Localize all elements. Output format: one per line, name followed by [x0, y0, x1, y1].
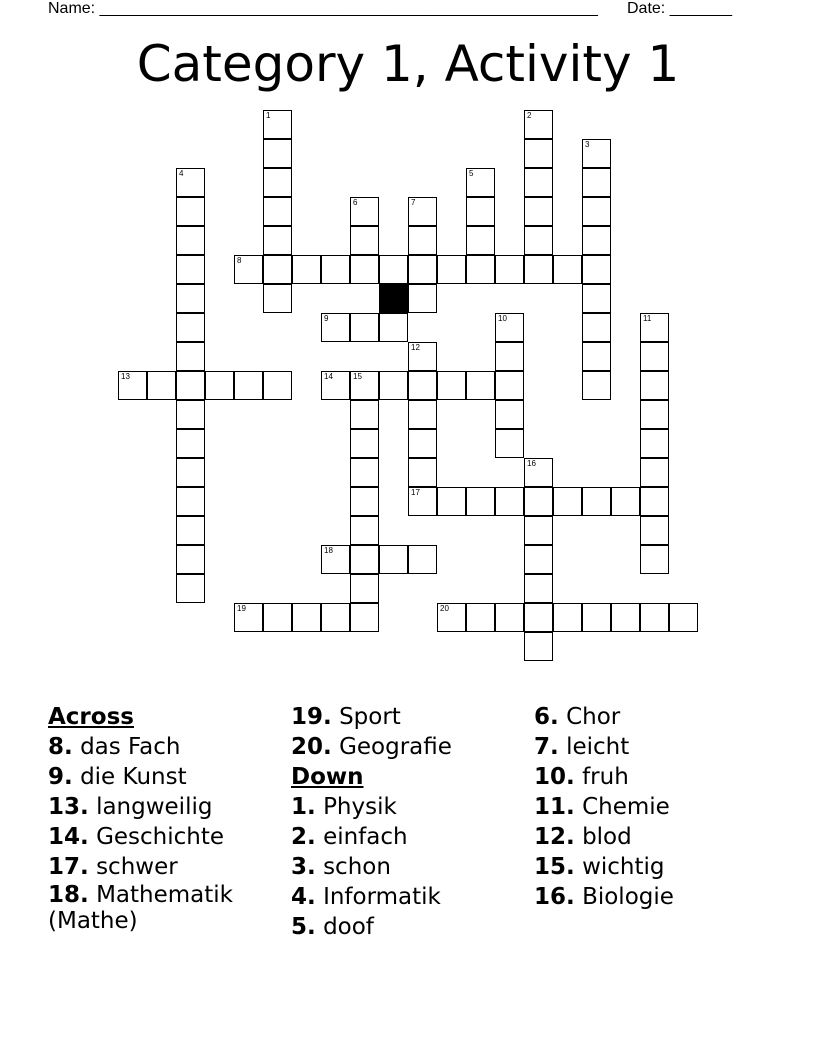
grid-cell[interactable]: [408, 545, 437, 574]
cell-number: 20: [440, 604, 449, 613]
clue-text: Sport: [339, 704, 401, 730]
clue-column-2: [291, 702, 526, 942]
grid-cell[interactable]: [263, 110, 292, 139]
cell-number: 2: [527, 111, 532, 120]
clue-number: 17.: [48, 854, 89, 880]
grid-cell[interactable]: [176, 168, 205, 197]
grid-cell[interactable]: [582, 342, 611, 371]
clue-number: 15.: [534, 854, 575, 880]
clue-number: 2.: [291, 824, 316, 850]
clue-number: 8.: [48, 734, 73, 760]
clue-item: [291, 852, 526, 882]
grid-cell[interactable]: [640, 371, 669, 400]
grid-cell[interactable]: [176, 574, 205, 603]
grid-cell[interactable]: [234, 603, 263, 632]
across-heading: Across: [48, 704, 134, 730]
grid-cell[interactable]: [350, 458, 379, 487]
cell-number: 15: [353, 372, 362, 381]
grid-cell[interactable]: [234, 371, 263, 400]
grid-cell[interactable]: [582, 139, 611, 168]
grid-cell[interactable]: [466, 168, 495, 197]
grid-cell[interactable]: [176, 487, 205, 516]
clue-text: Geschichte: [96, 824, 225, 850]
clue-text: Mathematik (Mathe): [48, 882, 233, 934]
grid-cell[interactable]: [176, 371, 205, 400]
clue-text: das Fach: [80, 734, 181, 760]
grid-cell[interactable]: [263, 255, 292, 284]
page-title: Category 1, Activity 1: [136, 35, 680, 93]
grid-cell[interactable]: [524, 487, 553, 516]
grid-cell[interactable]: [466, 197, 495, 226]
clue-number: 11.: [534, 794, 575, 820]
grid-cell[interactable]: [321, 603, 350, 632]
grid-cell[interactable]: [176, 284, 205, 313]
grid-cell[interactable]: [263, 226, 292, 255]
grid-cell[interactable]: [611, 487, 640, 516]
clue-number: 10.: [534, 764, 575, 790]
grid-cell[interactable]: [524, 458, 553, 487]
clue-text: Chemie: [582, 794, 670, 820]
clue-number: 12.: [534, 824, 575, 850]
cell-number: 7: [411, 198, 416, 207]
grid-cell[interactable]: [582, 487, 611, 516]
clue-number: 20.: [291, 734, 332, 760]
grid-cell[interactable]: [466, 603, 495, 632]
cell-number: 1: [266, 111, 271, 120]
grid-cell[interactable]: [263, 168, 292, 197]
grid-cell[interactable]: [466, 255, 495, 284]
grid-cell[interactable]: [408, 226, 437, 255]
clue-number: 3.: [291, 854, 316, 880]
clue-item: [534, 822, 769, 852]
grid-cell[interactable]: [176, 197, 205, 226]
clue-item: [48, 822, 283, 852]
grid-cell[interactable]: [321, 545, 350, 574]
grid-cell[interactable]: [350, 545, 379, 574]
grid-cell[interactable]: [640, 603, 669, 632]
grid-cell[interactable]: [524, 545, 553, 574]
grid-cell[interactable]: [234, 255, 263, 284]
grid-cell[interactable]: [437, 371, 466, 400]
grid-cell[interactable]: [582, 197, 611, 226]
clue-number: 1.: [291, 794, 316, 820]
clue-item: [291, 702, 526, 732]
clue-item: [48, 852, 283, 882]
clue-item: [534, 732, 769, 762]
clue-number: 16.: [534, 884, 575, 910]
grid-cell[interactable]: [437, 603, 466, 632]
black-cell: [379, 284, 408, 313]
clue-column-3: [534, 702, 769, 912]
grid-cell[interactable]: [350, 313, 379, 342]
grid-cell[interactable]: [524, 632, 553, 661]
grid-cell[interactable]: [263, 197, 292, 226]
grid-cell[interactable]: [350, 516, 379, 545]
clue-item: [291, 882, 526, 912]
grid-cell[interactable]: [263, 603, 292, 632]
grid-cell[interactable]: [495, 342, 524, 371]
grid-cell[interactable]: [321, 255, 350, 284]
date-field: Date: _______: [627, 0, 732, 17]
cell-number: 17: [411, 488, 420, 497]
grid-cell[interactable]: [466, 371, 495, 400]
clue-text: fruh: [582, 764, 629, 790]
grid-cell[interactable]: [640, 545, 669, 574]
cell-number: 8: [237, 256, 242, 265]
grid-cell[interactable]: [408, 255, 437, 284]
grid-cell[interactable]: [321, 313, 350, 342]
clue-number: 4.: [291, 884, 316, 910]
grid-cell[interactable]: [582, 284, 611, 313]
cell-number: 13: [121, 372, 130, 381]
grid-cell[interactable]: [147, 371, 176, 400]
grid-cell[interactable]: [350, 603, 379, 632]
grid-cell[interactable]: [379, 371, 408, 400]
grid-cell[interactable]: [118, 371, 147, 400]
grid-cell[interactable]: [408, 342, 437, 371]
grid-cell[interactable]: [263, 284, 292, 313]
grid-cell[interactable]: [176, 400, 205, 429]
grid-cell[interactable]: [524, 168, 553, 197]
clue-number: 14.: [48, 824, 89, 850]
clue-item: [291, 792, 526, 822]
clue-item: [534, 792, 769, 822]
grid-cell[interactable]: [640, 516, 669, 545]
grid-cell[interactable]: [582, 313, 611, 342]
clue-item: [48, 762, 283, 792]
grid-cell[interactable]: [263, 139, 292, 168]
grid-cell[interactable]: [350, 197, 379, 226]
clue-item: [534, 702, 769, 732]
grid-cell[interactable]: [553, 603, 582, 632]
grid-cell[interactable]: [495, 429, 524, 458]
cell-number: 14: [324, 372, 333, 381]
grid-cell[interactable]: [582, 226, 611, 255]
grid-cell[interactable]: [640, 487, 669, 516]
grid-cell[interactable]: [408, 487, 437, 516]
grid-cell[interactable]: [176, 226, 205, 255]
clue-number: 5.: [291, 914, 316, 940]
cell-number: 5: [469, 169, 474, 178]
grid-cell[interactable]: [408, 371, 437, 400]
grid-cell[interactable]: [408, 284, 437, 313]
grid-cell[interactable]: [350, 371, 379, 400]
clue-item: [534, 852, 769, 882]
grid-cell[interactable]: [524, 139, 553, 168]
grid-cell[interactable]: [611, 603, 640, 632]
grid-cell[interactable]: [524, 603, 553, 632]
grid-cell[interactable]: [350, 226, 379, 255]
clue-text: leicht: [566, 734, 630, 760]
clue-number: 18.: [48, 882, 89, 908]
grid-cell[interactable]: [495, 255, 524, 284]
grid-cell[interactable]: [176, 429, 205, 458]
grid-cell[interactable]: [640, 342, 669, 371]
grid-cell[interactable]: [466, 487, 495, 516]
grid-cell[interactable]: [524, 226, 553, 255]
grid-cell[interactable]: [321, 371, 350, 400]
clue-text: Biologie: [582, 884, 674, 910]
clue-number: 6.: [534, 704, 559, 730]
grid-cell[interactable]: [495, 400, 524, 429]
clue-text: doof: [323, 914, 374, 940]
grid-cell[interactable]: [205, 371, 234, 400]
grid-cell[interactable]: [495, 603, 524, 632]
grid-cell[interactable]: [669, 603, 698, 632]
grid-cell[interactable]: [176, 545, 205, 574]
grid-cell[interactable]: [582, 168, 611, 197]
clue-number: 19.: [291, 704, 332, 730]
clue-text: Informatik: [323, 884, 441, 910]
grid-cell[interactable]: [350, 487, 379, 516]
grid-cell[interactable]: [176, 342, 205, 371]
cell-number: 3: [585, 140, 590, 149]
grid-cell[interactable]: [582, 603, 611, 632]
cell-number: 4: [179, 169, 184, 178]
grid-cell[interactable]: [640, 458, 669, 487]
cell-number: 10: [498, 314, 507, 323]
grid-cell[interactable]: [292, 603, 321, 632]
clue-item: [48, 882, 283, 934]
clue-text: Geografie: [339, 734, 452, 760]
clue-item: [291, 822, 526, 852]
grid-cell[interactable]: [524, 516, 553, 545]
clue-text: schon: [323, 854, 391, 880]
clue-text: Physik: [323, 794, 397, 820]
cell-number: 9: [324, 314, 329, 323]
cell-number: 11: [643, 314, 652, 323]
grid-cell[interactable]: [379, 255, 408, 284]
grid-cell[interactable]: [466, 226, 495, 255]
grid-cell[interactable]: [437, 487, 466, 516]
grid-cell[interactable]: [582, 255, 611, 284]
grid-cell[interactable]: [582, 371, 611, 400]
cell-number: 12: [411, 343, 420, 352]
grid-cell[interactable]: [495, 487, 524, 516]
clue-item: [291, 912, 526, 942]
grid-cell[interactable]: [176, 458, 205, 487]
down-heading: Down: [291, 764, 364, 790]
cell-number: 18: [324, 546, 333, 555]
clue-number: 9.: [48, 764, 73, 790]
grid-cell[interactable]: [292, 255, 321, 284]
clue-item: [534, 762, 769, 792]
cell-number: 6: [353, 198, 358, 207]
grid-cell[interactable]: [524, 110, 553, 139]
grid-cell[interactable]: [350, 255, 379, 284]
grid-cell[interactable]: [640, 429, 669, 458]
clue-text: wichtig: [582, 854, 665, 880]
grid-cell[interactable]: [640, 400, 669, 429]
clue-text: die Kunst: [80, 764, 187, 790]
grid-cell[interactable]: [350, 400, 379, 429]
clue-text: schwer: [96, 854, 178, 880]
grid-cell[interactable]: [379, 545, 408, 574]
clue-item: [48, 792, 283, 822]
cell-number: 19: [237, 604, 246, 613]
grid-cell[interactable]: [176, 255, 205, 284]
cell-number: 16: [527, 459, 536, 468]
grid-cell[interactable]: [640, 313, 669, 342]
grid-cell[interactable]: [495, 313, 524, 342]
grid-cell[interactable]: [495, 371, 524, 400]
clue-item: [48, 732, 283, 762]
clue-column-1: [48, 702, 283, 934]
grid-cell[interactable]: [379, 313, 408, 342]
grid-cell[interactable]: [176, 516, 205, 545]
clue-text: langweilig: [96, 794, 213, 820]
clue-number: 13.: [48, 794, 89, 820]
grid-cell[interactable]: [524, 574, 553, 603]
clue-item: [534, 882, 769, 912]
clue-number: 7.: [534, 734, 559, 760]
grid-cell[interactable]: [408, 197, 437, 226]
clue-text: blod: [582, 824, 632, 850]
clue-item: [291, 732, 526, 762]
grid-cell[interactable]: [553, 255, 582, 284]
grid-cell[interactable]: [408, 400, 437, 429]
grid-cell[interactable]: [350, 429, 379, 458]
grid-cell[interactable]: [350, 574, 379, 603]
grid-cell[interactable]: [524, 197, 553, 226]
grid-cell[interactable]: [408, 429, 437, 458]
grid-cell[interactable]: [437, 255, 466, 284]
clue-text: einfach: [323, 824, 408, 850]
grid-cell[interactable]: [553, 487, 582, 516]
clue-text: Chor: [566, 704, 621, 730]
grid-cell[interactable]: [408, 458, 437, 487]
grid-cell[interactable]: [176, 313, 205, 342]
grid-cell[interactable]: [524, 255, 553, 284]
name-field: Name: ________________________________________________________: [48, 0, 598, 17]
grid-cell[interactable]: [263, 371, 292, 400]
